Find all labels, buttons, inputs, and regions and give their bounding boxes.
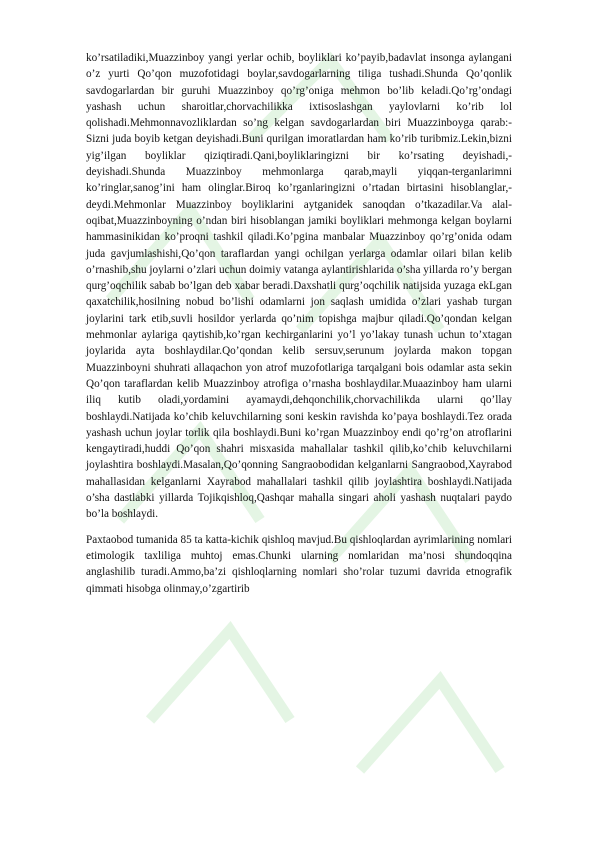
watermark-mark xyxy=(150,630,290,720)
watermark-mark xyxy=(360,680,500,770)
paragraph: Paxtaobod tumanida 85 ta katta-kichik qishloq mavjud.Bu qishloqlardan ayrimlarining nomlari etimologik taxliliga muhtoj emas.Chunki ularning nomlaridan ma’nosi shundoqqina anglashilib turadi.Ammo,ba’zi qishloqlarning nomlari sho’rolar tuzumi davrida etnografik qimmati hisobga olinmay,o’zgartirib xyxy=(86,533,512,595)
document-body xyxy=(86,50,512,597)
paragraph: ko’rsatiladiki,Muazzinboy yangi yerlar ochib, boyliklari ko’payib,badavlat insonga aylangani o’z yurti Qo’qon muzofotidagi boylar,savdogarlarning tiliga tushadi.Shunda Qo’qonlik savdogarlardan bir guruhi Muazzinboy qo’rg’oniga mehmon bo’lib keladi.Qo’rg’ondagi yashash uchun sharoitlar,chorvachilikka ixtisoslashgan yaylovlarni ko’rib lol qolishadi.Mehmonnavozliklardan so’ng kelgan savdogarlardan biri Muazzinboyga qarab:-Sizni juda boyib ketgan deyishadi.Buni qurilgan imoratlardan ham ko’rib turibmiz.Lekin,bizni yig’ilgan boyliklar qiziqtiradi.Qani,boyliklaringizni bir ko’rsating deyishadi,- deyishadi.Shunda Muazzinboy mehmonlarga qarab,mayli yiqqan-terganlarimni ko’ringlar,sanog’ini ham olinglar.Biroq ko’rganlaringizni o’rtadan birtasini hisoblanglar,-deydi.Mehmonlar Muazzinboy boyliklarini aytganidek sanoqdan o’tkazadilar.Va alal-oqibat,Muazzinboyning o’ndan biri hisoblangan jamiki boyliklari mehmonga kelgan boylarni hammasinikidan ko’proqni tashkil qiladi.Ko’pgina manbalar Muazzinboy qo’rg’onida odam juda gavjumlashishi,Qo’qon taraflardan yangi ochilgan yerlarga odamlar oilari bilan kelib o’rnashib,shu joylarni o’zlari uchun doimiy vatanga aylantirishlarida o’sha yillarda ro’y bergan qurg’oqchilik sabab bo’lgan deb xabar beradi.Daxshatli qurg’oqchilik natijsida yuzaga ekLgan qaxatchilik,hosilning nobud bo’lishi odamlarni jon saqlash umidida o’zlari yashab turgan joylarini tark etib,suvli hosildor yerlarda qo’nim topishga majbur qiladi.Qo’qondan kelgan mehmonlar aylariga qaytishib,ko’rgan kechirganlarini yo’l yo’lakay tunash uchun to’xtagan joylarida ayta boshlaydilar.Qo’qondan kelib sersuv,serunum joylarda makon topgan Muazzinboyni shuhrati allaqachon yon atrof muzofotlariga tarqalgani bois odamlar asta sekin Qo’qon taraflardan kelib Muazzinboy atrofiga o’rnasha boshlaydilar.Muaazinboy ham ularni iliq kutib oladi,yordamini ayamaydi,dehqonchilik,chorvachilikda ularni qo’llay boshlaydi.Natijada ko’chib keluvchilarning soni keskin ravishda ko’paya boshlaydi.Tez orada yashash uchun joylar torlik qila boshlaydi.Buni ko’rgan Muazzinboy endi qo’rg’on atroflarini kengaytiradi,huddi Qo’qon shahri misxasida mahallalar tashkil qilib,ko’chib keluvchilarni joylashtira boshlaydi.Masalan,Qo’qonning Sangraobodidan kelganlarni Sangraobod,Xayrabod mahallasidan kelganlarni Xayrabod mahallalari tashkil qilib joylashtira boshlaydi.Natijada o’sha dastlabki yillarda Tojikqishloq,Qashqar mahalla singari aholi yashash nuqtalari paydo bo’la boshlaydi. xyxy=(86,52,512,521)
